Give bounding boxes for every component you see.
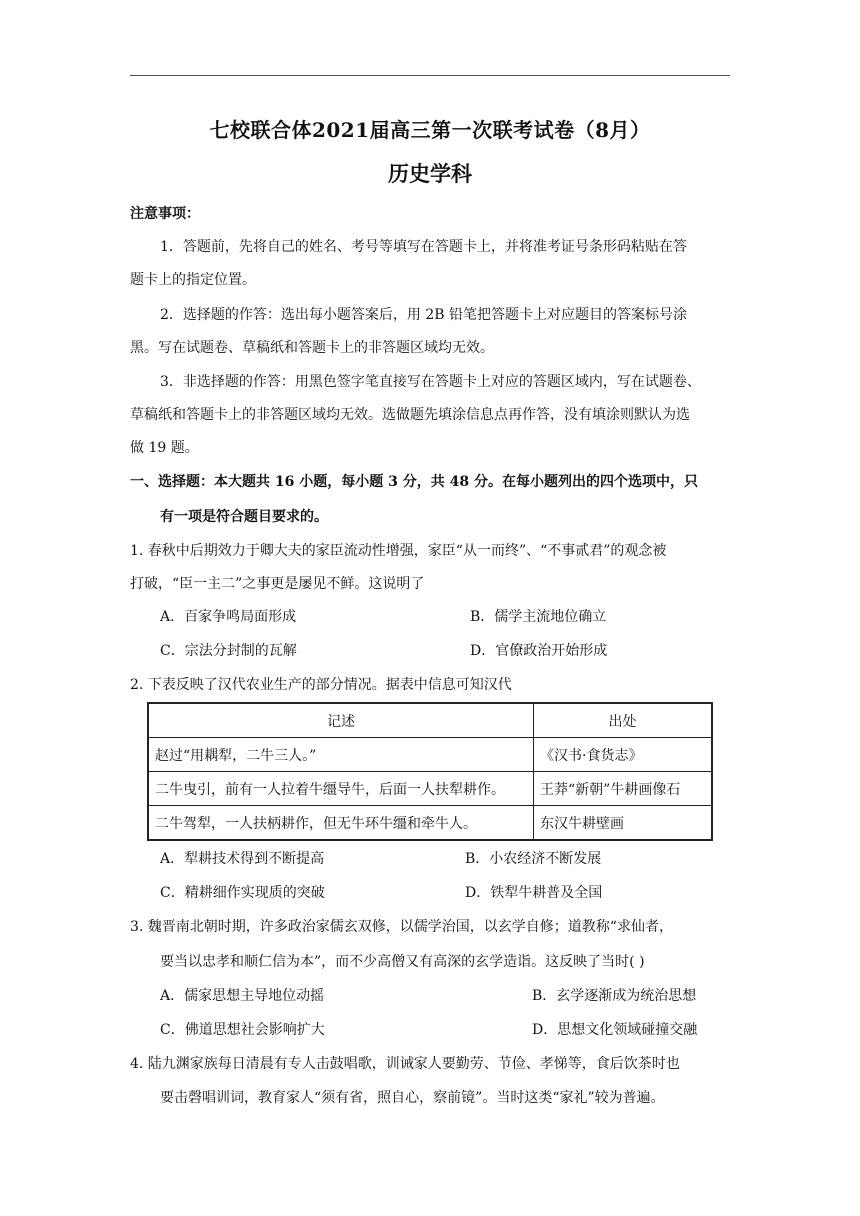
notice-item-2-line-2: 黑。写在试题卷、草稿纸和答题卡上的非答题区域均无效。 — [130, 340, 494, 356]
table-row — [148, 806, 712, 841]
table-cell-record: 二牛曳引，前有一人拉着牛缰导牛，后面一人扶犁耕作。 — [148, 772, 534, 806]
q1-stem-line-2: 打破，“臣一主二”之事更是屡见不鲜。这说明了 — [130, 576, 425, 592]
exam-subject: 历史学科 — [388, 161, 472, 186]
notice-item-3-line-1: 3．非选择题的作答：用黑色签字笔直接写在答题卡上对应的答题区域内，写在试题卷、 — [160, 374, 701, 390]
notice-item-3-line-2: 草稿纸和答题卡上的非答题区域均无效。选做题先填涂信息点再作答，没有填涂则默认为选 — [130, 407, 690, 423]
section-1-line-1: 一、选择题：本大题共 16 小题，每小题 3 分，共 48 分。在每小题列出的四个选项中，只 — [130, 474, 698, 490]
table-header-row — [148, 703, 712, 738]
notice-item-2-line-1: 2．选择题的作答：选出每小题答案后，用 2B 铅笔把答题卡上对应题目的答案标号涂 — [160, 307, 688, 323]
notice-item-1-line-2: 题卡上的指定位置。 — [130, 272, 256, 288]
q1-option-a: A．百家争鸣局面形成 — [160, 609, 297, 625]
q3-option-c: C．佛道思想社会影响扩大 — [160, 1022, 325, 1038]
table-cell-source: 王莽“新朝”牛耕画像石 — [534, 772, 713, 806]
table-cell-record: 二牛驾犁，一人扶柄耕作，但无牛环牛缰和牵牛人。 — [148, 806, 534, 841]
q2-option-c: C．精耕细作实现质的突破 — [160, 885, 325, 901]
table-cell-source: 东汉牛耕壁画 — [534, 806, 713, 841]
q2-option-d: D．铁犁牛耕普及全国 — [465, 885, 603, 901]
q2-table — [147, 702, 713, 841]
table-cell-record: 赵过“用耦犁，二牛三人。” — [148, 738, 534, 772]
q1-stem-line-1: 1. 春秋中后期效力于卿大夫的家臣流动性增强，家臣“从一而终”、“不事贰君”的观念被 — [130, 543, 667, 559]
notice-item-1-line-1: 1．答题前，先将自己的姓名、考号等填写在答题卡上，并将准考证号条形码粘贴在答 — [160, 239, 687, 255]
table-cell-source: 《汉书·食货志》 — [534, 738, 713, 772]
table-header-source: 出处 — [534, 703, 713, 738]
q2-stem: 2. 下表反映了汉代农业生产的部分情况。据表中信息可知汉代 — [130, 677, 512, 693]
table-header-record: 记述 — [148, 703, 534, 738]
q2-option-b: B．小农经济不断发展 — [465, 851, 602, 867]
q1-option-d: D．官僚政治开始形成 — [470, 643, 608, 659]
q3-option-a: A．儒家思想主导地位动摇 — [160, 988, 325, 1004]
q3-option-d: D．思想文化领域碰撞交融 — [532, 1022, 698, 1038]
q2-option-a: A．犁耕技术得到不断提高 — [160, 851, 325, 867]
q4-stem-line-1: 4. 陆九渊家族每日清晨有专人击鼓唱歌，训诫家人要勤劳、节俭、孝悌等，食后饮茶时也 — [130, 1056, 680, 1072]
q3-option-b: B．玄学逐渐成为统治思想 — [532, 988, 697, 1004]
q4-stem-line-2: 要击磬唱训词，教育家人“须有省，照自心，察前镜”。当时这类“家礼”较为普遍。 — [160, 1090, 665, 1106]
q1-option-b: B．儒学主流地位确立 — [470, 609, 607, 625]
q3-stem-line-2: 要当以忠孝和顺仁信为本”，而不少高僧又有高深的玄学造诣。这反映了当时( ) — [160, 954, 645, 970]
table-row — [148, 772, 712, 806]
header-rule — [130, 75, 730, 76]
notice-heading: 注意事项： — [130, 206, 200, 222]
section-1-line-2: 有一项是符合题目要求的。 — [160, 509, 328, 525]
q1-option-c: C．宗法分封制的瓦解 — [160, 643, 297, 659]
table-row — [148, 738, 712, 772]
exam-title: 七校联合体2021届高三第一次联考试卷（8月） — [209, 118, 651, 142]
q3-stem-line-1: 3. 魏晋南北朝时期，许多政治家儒玄双修，以儒学治国，以玄学自修；道教称“求仙者， — [130, 919, 673, 935]
notice-item-3-line-3: 做 19 题。 — [130, 440, 199, 456]
